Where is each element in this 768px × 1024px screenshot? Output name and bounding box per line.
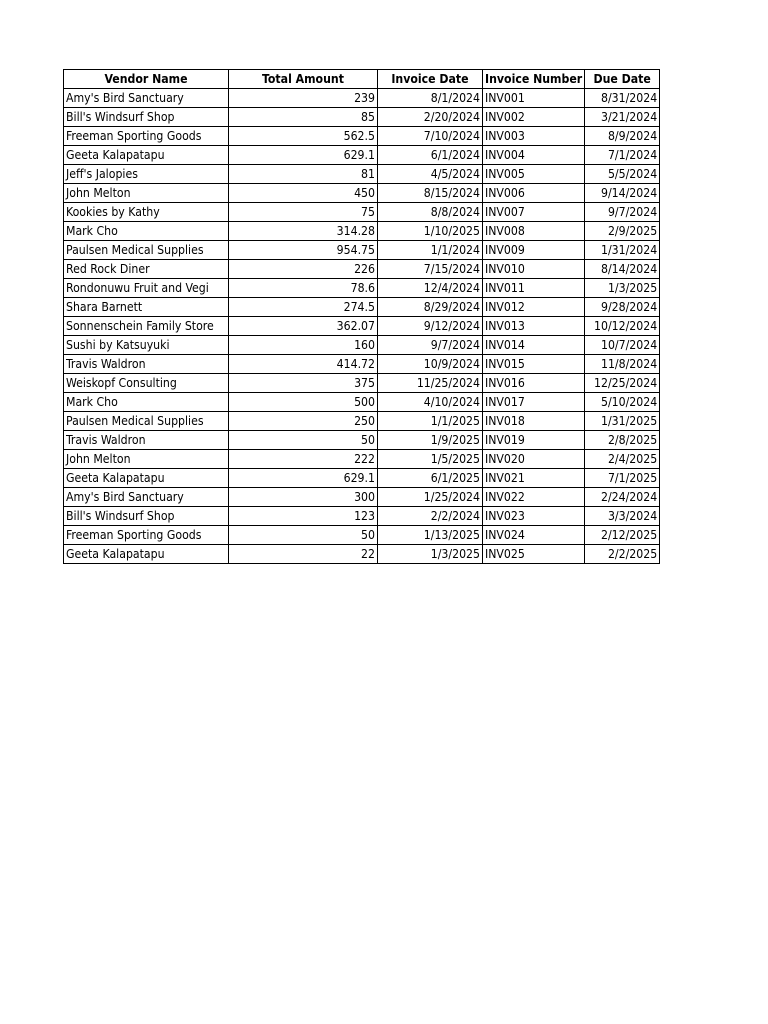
due-date-cell: 1/31/2024	[585, 241, 660, 260]
invoice-number-cell: INV009	[483, 241, 585, 260]
invoice-date-cell: 1/13/2025	[378, 526, 483, 545]
table-row	[64, 488, 660, 507]
table-row	[64, 336, 660, 355]
total-amount-cell: 629.1	[229, 146, 378, 165]
vendor-name-cell: Geeta Kalapatapu	[64, 146, 229, 165]
header-total-amount: Total Amount	[229, 70, 378, 89]
invoice-number-cell: INV015	[483, 355, 585, 374]
table-row	[64, 450, 660, 469]
invoice-date-cell: 1/10/2025	[378, 222, 483, 241]
total-amount-cell: 375	[229, 374, 378, 393]
vendor-name-cell: Geeta Kalapatapu	[64, 469, 229, 488]
total-amount-cell: 362.07	[229, 317, 378, 336]
invoice-date-cell: 6/1/2025	[378, 469, 483, 488]
invoice-date-cell: 1/25/2024	[378, 488, 483, 507]
invoice-date-cell: 1/3/2025	[378, 545, 483, 564]
total-amount-cell: 50	[229, 431, 378, 450]
invoice-number-cell: INV012	[483, 298, 585, 317]
invoice-date-cell: 8/29/2024	[378, 298, 483, 317]
table-row	[64, 317, 660, 336]
invoice-number-cell: INV003	[483, 127, 585, 146]
vendor-name-cell: Red Rock Diner	[64, 260, 229, 279]
total-amount-cell: 500	[229, 393, 378, 412]
invoice-date-cell: 6/1/2024	[378, 146, 483, 165]
total-amount-cell: 75	[229, 203, 378, 222]
table-row	[64, 412, 660, 431]
vendor-name-cell: Shara Barnett	[64, 298, 229, 317]
invoice-number-cell: INV007	[483, 203, 585, 222]
table-row	[64, 222, 660, 241]
vendor-name-cell: Weiskopf Consulting	[64, 374, 229, 393]
invoice-number-cell: INV017	[483, 393, 585, 412]
total-amount-cell: 314.28	[229, 222, 378, 241]
invoice-number-cell: INV023	[483, 507, 585, 526]
vendor-name-cell: Rondonuwu Fruit and Vegi	[64, 279, 229, 298]
invoice-date-cell: 4/10/2024	[378, 393, 483, 412]
invoice-number-cell: INV022	[483, 488, 585, 507]
due-date-cell: 2/12/2025	[585, 526, 660, 545]
invoice-date-cell: 8/1/2024	[378, 89, 483, 108]
invoice-number-cell: INV020	[483, 450, 585, 469]
invoice-date-cell: 7/15/2024	[378, 260, 483, 279]
due-date-cell: 3/3/2024	[585, 507, 660, 526]
vendor-name-cell: Paulsen Medical Supplies	[64, 412, 229, 431]
invoice-date-cell: 2/2/2024	[378, 507, 483, 526]
total-amount-cell: 414.72	[229, 355, 378, 374]
total-amount-cell: 160	[229, 336, 378, 355]
invoice-date-cell: 7/10/2024	[378, 127, 483, 146]
table-row	[64, 260, 660, 279]
table-row	[64, 507, 660, 526]
table-row	[64, 355, 660, 374]
total-amount-cell: 226	[229, 260, 378, 279]
header-row	[64, 70, 660, 89]
invoice-date-cell: 1/1/2025	[378, 412, 483, 431]
due-date-cell: 7/1/2025	[585, 469, 660, 488]
invoice-date-cell: 11/25/2024	[378, 374, 483, 393]
invoice-date-cell: 9/7/2024	[378, 336, 483, 355]
total-amount-cell: 954.75	[229, 241, 378, 260]
total-amount-cell: 123	[229, 507, 378, 526]
vendor-name-cell: John Melton	[64, 450, 229, 469]
invoice-date-cell: 1/1/2024	[378, 241, 483, 260]
due-date-cell: 9/14/2024	[585, 184, 660, 203]
invoice-number-cell: INV008	[483, 222, 585, 241]
invoice-number-cell: INV001	[483, 89, 585, 108]
vendor-name-cell: Paulsen Medical Supplies	[64, 241, 229, 260]
table-row	[64, 89, 660, 108]
total-amount-cell: 50	[229, 526, 378, 545]
invoice-date-cell: 4/5/2024	[378, 165, 483, 184]
due-date-cell: 9/7/2024	[585, 203, 660, 222]
table-row	[64, 545, 660, 564]
invoice-number-cell: INV018	[483, 412, 585, 431]
vendor-name-cell: Amy's Bird Sanctuary	[64, 89, 229, 108]
table-row	[64, 526, 660, 545]
table-row	[64, 165, 660, 184]
invoice-date-cell: 1/5/2025	[378, 450, 483, 469]
table-row	[64, 146, 660, 165]
table-row	[64, 298, 660, 317]
vendor-name-cell: Travis Waldron	[64, 431, 229, 450]
invoice-table	[63, 69, 660, 564]
invoice-number-cell: INV005	[483, 165, 585, 184]
due-date-cell: 5/5/2024	[585, 165, 660, 184]
due-date-cell: 9/28/2024	[585, 298, 660, 317]
invoice-number-cell: INV019	[483, 431, 585, 450]
table-row	[64, 469, 660, 488]
due-date-cell: 2/2/2025	[585, 545, 660, 564]
vendor-name-cell: Jeff's Jalopies	[64, 165, 229, 184]
due-date-cell: 11/8/2024	[585, 355, 660, 374]
due-date-cell: 1/3/2025	[585, 279, 660, 298]
vendor-name-cell: Freeman Sporting Goods	[64, 127, 229, 146]
vendor-name-cell: Kookies by Kathy	[64, 203, 229, 222]
table-row	[64, 184, 660, 203]
due-date-cell: 8/31/2024	[585, 89, 660, 108]
invoice-number-cell: INV002	[483, 108, 585, 127]
invoice-number-cell: INV011	[483, 279, 585, 298]
total-amount-cell: 222	[229, 450, 378, 469]
due-date-cell: 5/10/2024	[585, 393, 660, 412]
total-amount-cell: 78.6	[229, 279, 378, 298]
vendor-name-cell: Travis Waldron	[64, 355, 229, 374]
vendor-name-cell: Mark Cho	[64, 222, 229, 241]
due-date-cell: 2/24/2024	[585, 488, 660, 507]
invoice-number-cell: INV014	[483, 336, 585, 355]
vendor-name-cell: Sonnenschein Family Store	[64, 317, 229, 336]
total-amount-cell: 81	[229, 165, 378, 184]
total-amount-cell: 22	[229, 545, 378, 564]
due-date-cell: 10/7/2024	[585, 336, 660, 355]
due-date-cell: 8/14/2024	[585, 260, 660, 279]
total-amount-cell: 300	[229, 488, 378, 507]
vendor-name-cell: John Melton	[64, 184, 229, 203]
invoice-number-cell: INV016	[483, 374, 585, 393]
invoice-date-cell: 9/12/2024	[378, 317, 483, 336]
table-row	[64, 108, 660, 127]
invoice-number-cell: INV004	[483, 146, 585, 165]
invoice-sheet	[63, 69, 660, 564]
total-amount-cell: 250	[229, 412, 378, 431]
total-amount-cell: 274.5	[229, 298, 378, 317]
invoice-date-cell: 10/9/2024	[378, 355, 483, 374]
table-row	[64, 203, 660, 222]
total-amount-cell: 239	[229, 89, 378, 108]
vendor-name-cell: Bill's Windsurf Shop	[64, 507, 229, 526]
invoice-number-cell: INV006	[483, 184, 585, 203]
invoice-date-cell: 2/20/2024	[378, 108, 483, 127]
due-date-cell: 2/4/2025	[585, 450, 660, 469]
invoice-number-cell: INV024	[483, 526, 585, 545]
invoice-date-cell: 8/15/2024	[378, 184, 483, 203]
vendor-name-cell: Mark Cho	[64, 393, 229, 412]
table-row	[64, 279, 660, 298]
due-date-cell: 8/9/2024	[585, 127, 660, 146]
vendor-name-cell: Freeman Sporting Goods	[64, 526, 229, 545]
table-body	[64, 89, 660, 564]
total-amount-cell: 629.1	[229, 469, 378, 488]
table-row	[64, 241, 660, 260]
invoice-date-cell: 12/4/2024	[378, 279, 483, 298]
invoice-number-cell: INV010	[483, 260, 585, 279]
due-date-cell: 2/8/2025	[585, 431, 660, 450]
invoice-number-cell: INV025	[483, 545, 585, 564]
vendor-name-cell: Bill's Windsurf Shop	[64, 108, 229, 127]
table-row	[64, 393, 660, 412]
table-row	[64, 127, 660, 146]
due-date-cell: 10/12/2024	[585, 317, 660, 336]
due-date-cell: 2/9/2025	[585, 222, 660, 241]
invoice-date-cell: 8/8/2024	[378, 203, 483, 222]
due-date-cell: 1/31/2025	[585, 412, 660, 431]
vendor-name-cell: Sushi by Katsuyuki	[64, 336, 229, 355]
due-date-cell: 12/25/2024	[585, 374, 660, 393]
total-amount-cell: 562.5	[229, 127, 378, 146]
total-amount-cell: 450	[229, 184, 378, 203]
invoice-date-cell: 1/9/2025	[378, 431, 483, 450]
table-row	[64, 431, 660, 450]
total-amount-cell: 85	[229, 108, 378, 127]
invoice-number-cell: INV021	[483, 469, 585, 488]
header-invoice-number: Invoice Number	[483, 70, 585, 89]
invoice-number-cell: INV013	[483, 317, 585, 336]
vendor-name-cell: Amy's Bird Sanctuary	[64, 488, 229, 507]
due-date-cell: 7/1/2024	[585, 146, 660, 165]
header-due-date: Due Date	[585, 70, 660, 89]
header-vendor-name: Vendor Name	[64, 70, 229, 89]
table-row	[64, 374, 660, 393]
vendor-name-cell: Geeta Kalapatapu	[64, 545, 229, 564]
header-invoice-date: Invoice Date	[378, 70, 483, 89]
due-date-cell: 3/21/2024	[585, 108, 660, 127]
